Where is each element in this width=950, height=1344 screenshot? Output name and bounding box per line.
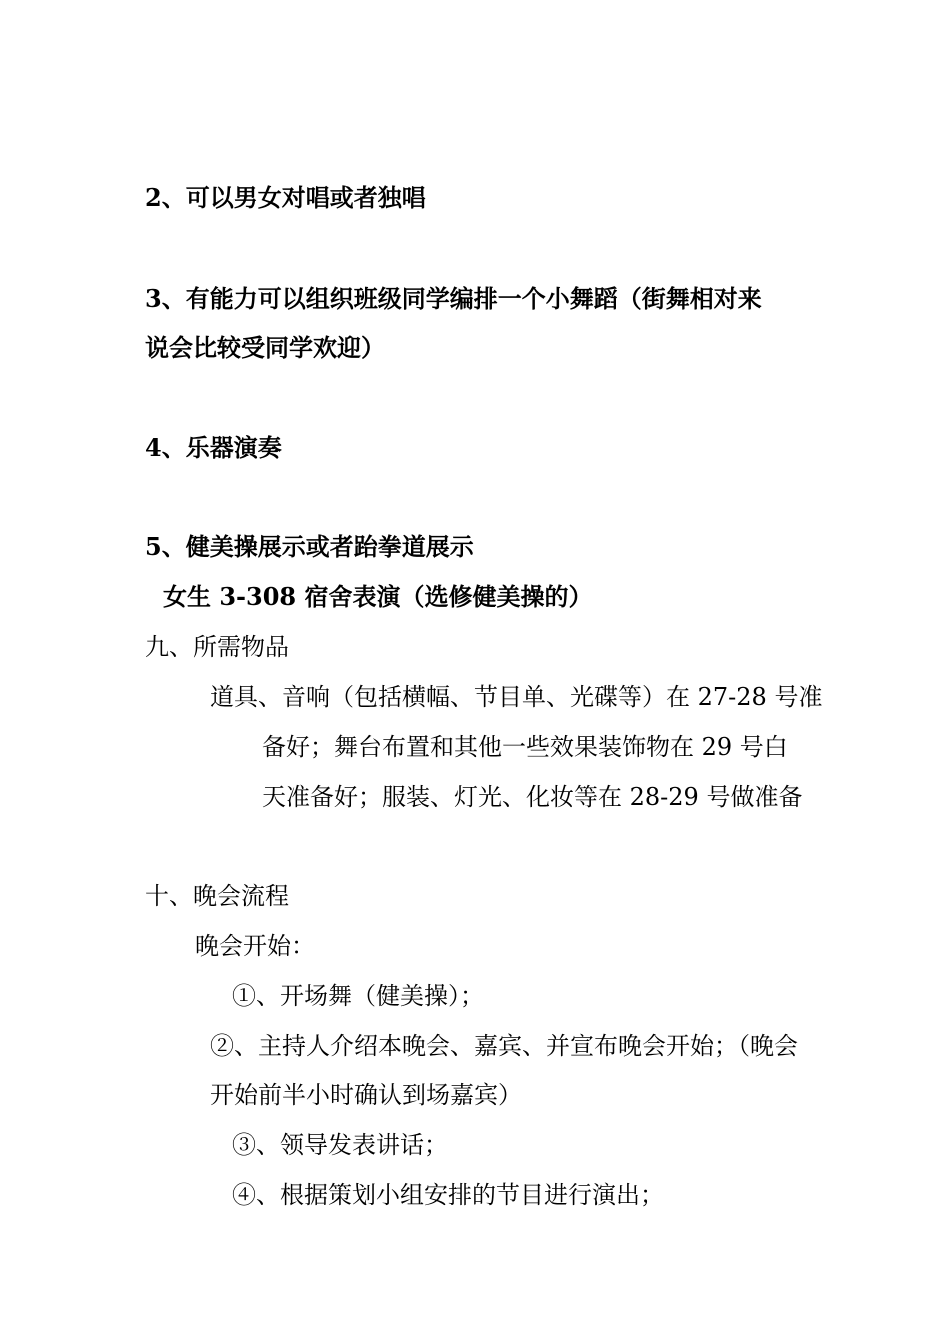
section-10-heading: 十、晚会流程 [145, 882, 289, 910]
list-item-3-line-1: 3、有能力可以组织班级同学编排一个小舞蹈（街舞相对来 [145, 284, 762, 313]
list-item-5-note: 女生 3-308 宿舍表演（选修健美操的） [163, 582, 593, 611]
section-10-step-4: ④、根据策划小组安排的节目进行演出； [232, 1181, 664, 1209]
section-10-step-3: ③、领导发表讲话； [232, 1131, 448, 1159]
list-item-5: 5、健美操展示或者跆拳道展示 [145, 532, 474, 561]
section-10-step-2-line-2: 开始前半小时确认到场嘉宾） [210, 1081, 522, 1109]
section-9-heading: 九、所需物品 [145, 633, 289, 661]
section-9-paragraph-line-3: 天准备好；服装、灯光、化妆等在 28-29 号做准备 [262, 783, 803, 811]
list-item-2: 2、可以男女对唱或者独唱 [145, 183, 426, 212]
section-9-paragraph-line-2: 备好；舞台布置和其他一些效果装饰物在 29 号白 [262, 733, 788, 761]
section-10-start: 晚会开始： [195, 932, 315, 960]
list-item-4: 4、乐器演奏 [145, 433, 282, 462]
list-item-3-line-2: 说会比较受同学欢迎） [145, 333, 385, 362]
section-10-step-1: ①、开场舞（健美操）； [232, 982, 484, 1010]
section-9-paragraph-line-1: 道具、音响（包括横幅、节目单、光碟等）在 27-28 号准 [210, 683, 823, 711]
section-10-step-2-line-1: ②、主持人介绍本晚会、嘉宾、并宣布晚会开始；（晚会 [210, 1032, 798, 1060]
